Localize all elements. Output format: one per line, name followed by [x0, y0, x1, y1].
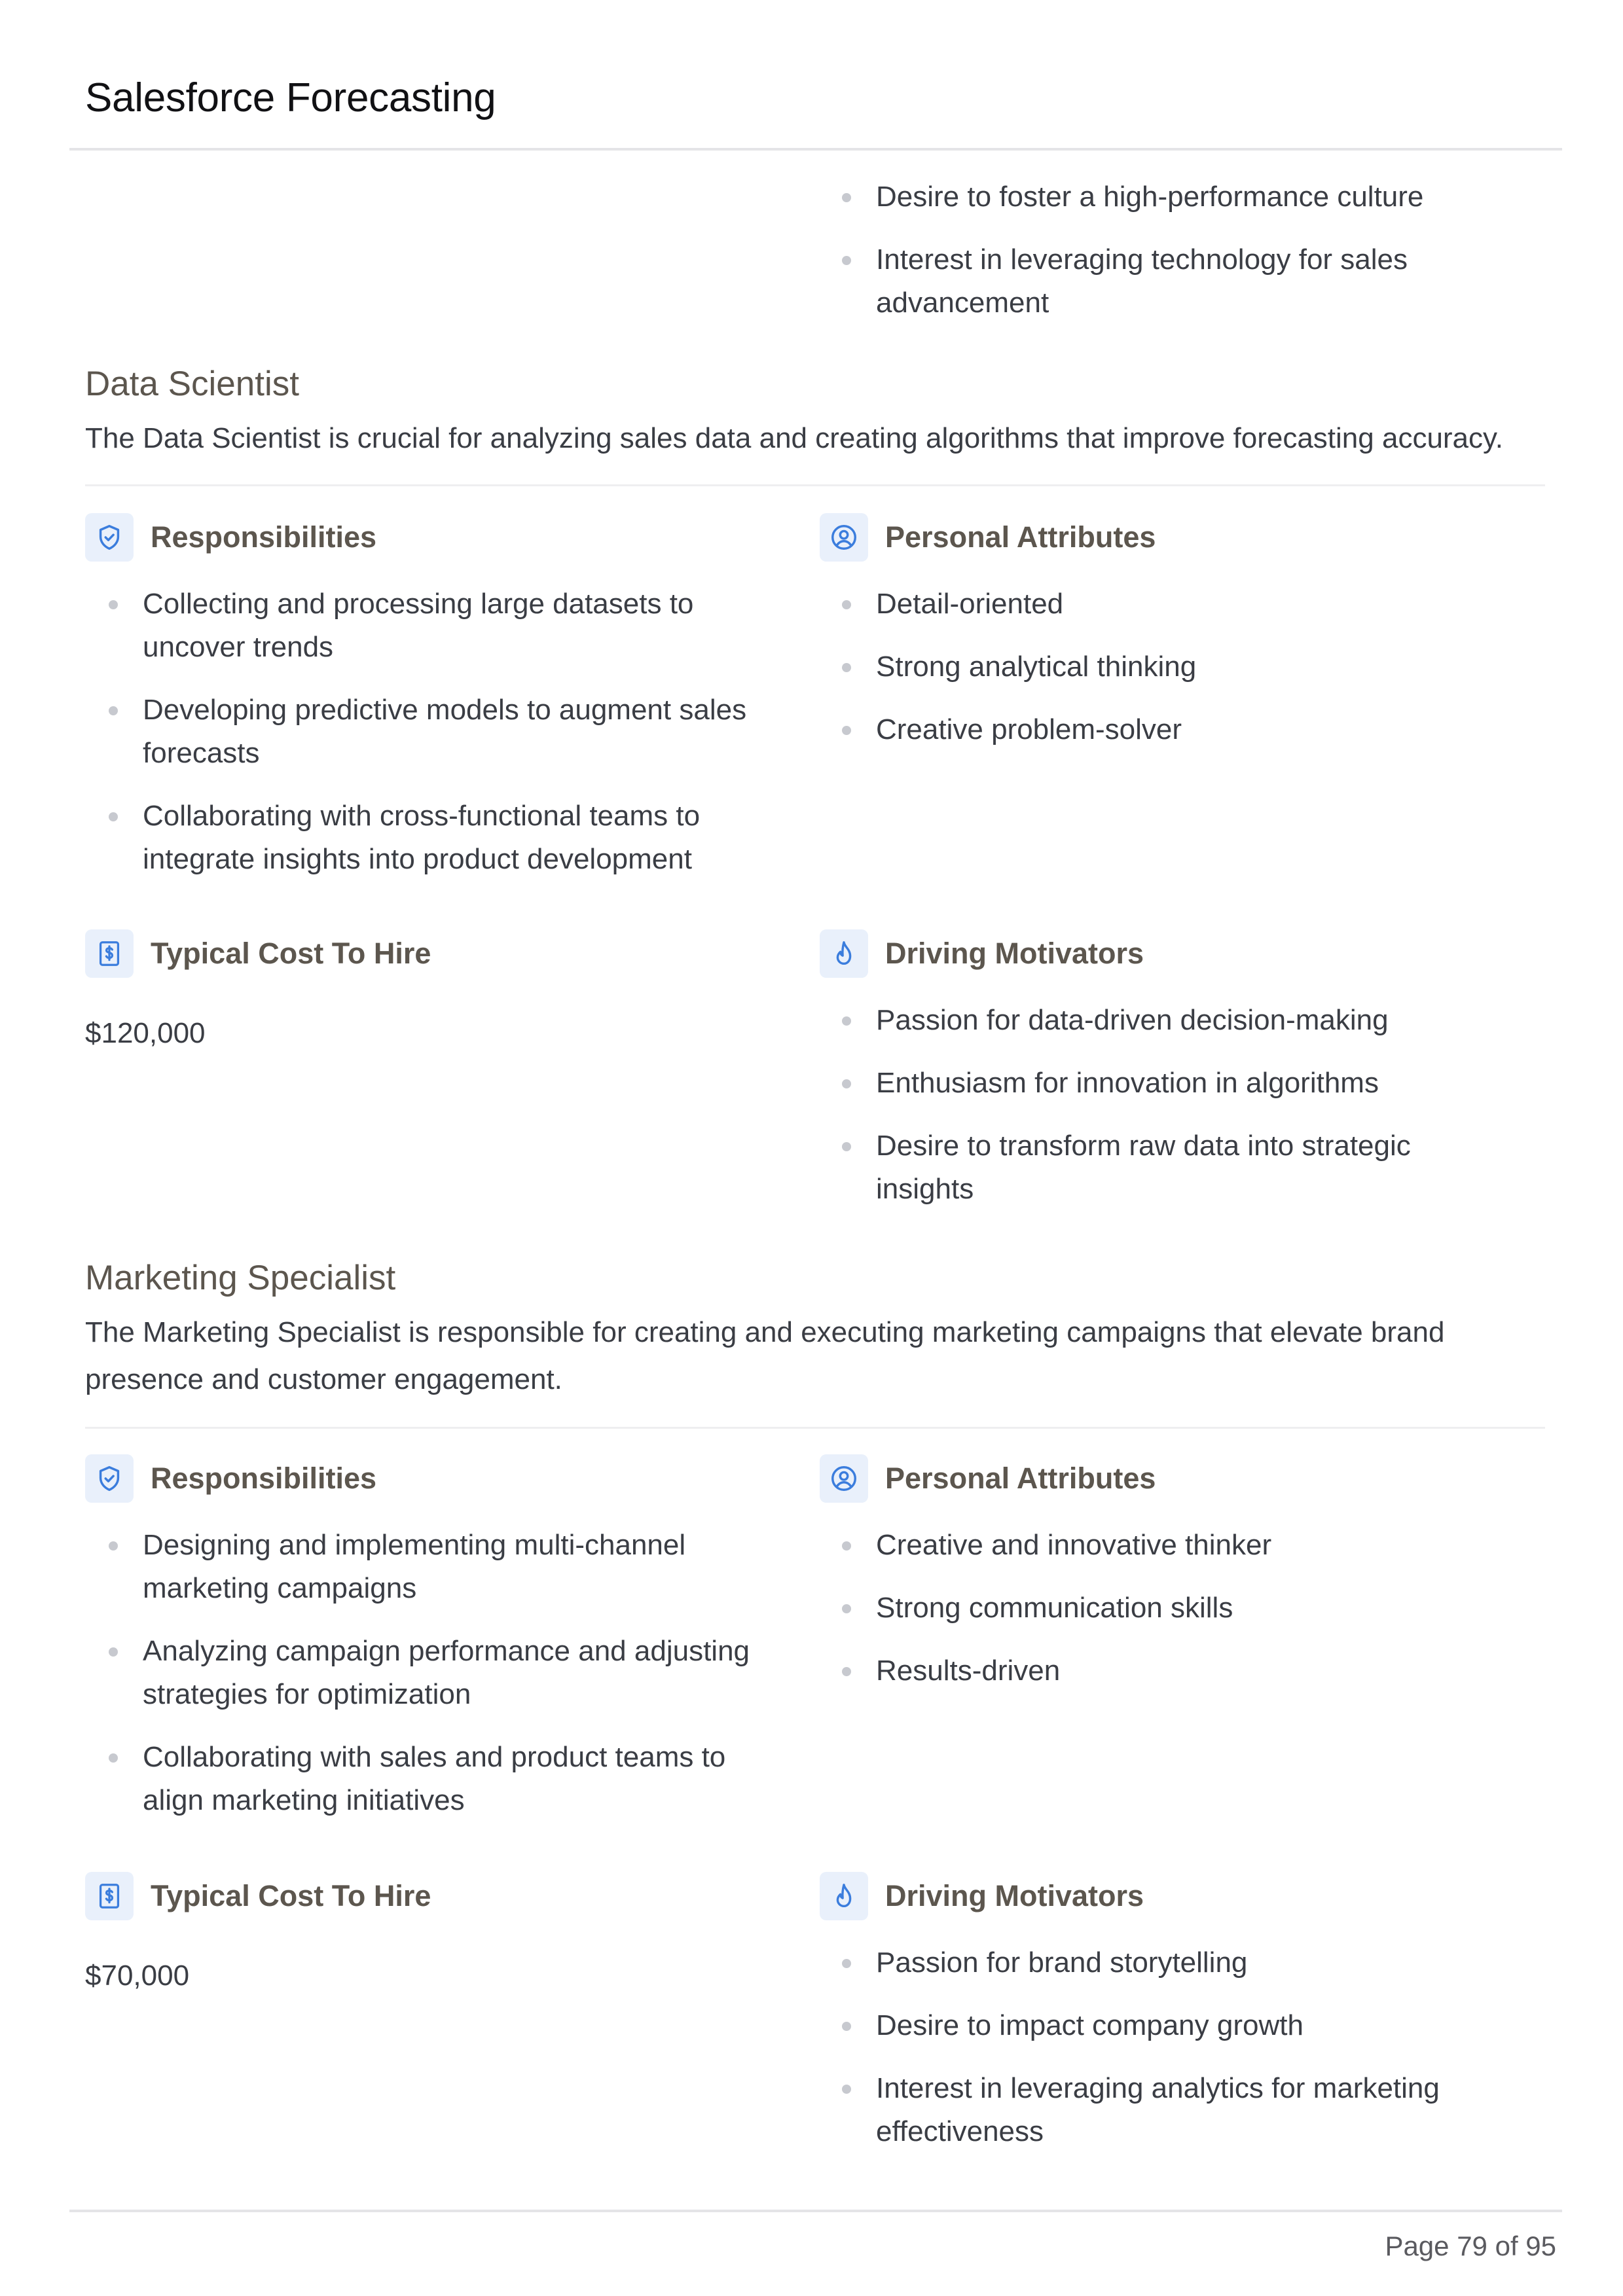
- shield-check-icon: [85, 1454, 134, 1503]
- list-item: Strong communication skills: [818, 1587, 1512, 1630]
- responsibilities-heading: [85, 1454, 376, 1503]
- dollar-bill-icon: [85, 929, 134, 978]
- personal-attributes-label: Personal Attributes: [885, 520, 1156, 554]
- list-item: Desire to transform raw data into strategic insights: [818, 1124, 1512, 1211]
- list-item: Collaborating with cross-functional teams to integrate insights into product development: [85, 795, 792, 881]
- document-title: Salesforce Forecasting: [85, 75, 496, 120]
- list-item: Passion for data-driven decision-making: [818, 999, 1512, 1042]
- footer-divider: [69, 2210, 1562, 2212]
- list-item: Creative problem-solver: [818, 708, 1512, 751]
- cost-to-hire-heading: [85, 1872, 431, 1920]
- flame-icon: [820, 929, 868, 978]
- list-item: Desire to foster a high-performance culture: [818, 175, 1512, 219]
- list-item: Designing and implementing multi-channel marketing campaigns: [85, 1524, 792, 1610]
- cost-to-hire-value: $70,000: [85, 1960, 190, 1992]
- divider: [85, 484, 1545, 486]
- list-item: Detail-oriented: [818, 583, 1512, 626]
- page-number: Page 79 of 95: [1385, 2231, 1556, 2261]
- driving-motivators-list: [818, 999, 1512, 1230]
- driving-motivators-heading: [820, 929, 1144, 978]
- driving-motivators-label: Driving Motivators: [885, 937, 1144, 970]
- dollar-bill-icon: [85, 1872, 134, 1920]
- role-description: The Marketing Specialist is responsible for creating and executing marketing campaigns that elevate brand presence and customer engagement.: [85, 1316, 1445, 1395]
- role-title: Data Scientist: [85, 365, 299, 403]
- personal-attributes-label: Personal Attributes: [885, 1462, 1156, 1495]
- responsibilities-label: Responsibilities: [151, 1462, 377, 1495]
- list-item: Results-driven: [818, 1649, 1512, 1693]
- flame-icon: [820, 1872, 868, 1920]
- shield-check-icon: [85, 513, 134, 562]
- responsibilities-label: Responsibilities: [151, 520, 377, 554]
- list-item: Interest in leveraging technology for sales advancement: [818, 238, 1512, 325]
- responsibilities-list: [85, 583, 792, 901]
- personal-attributes-heading: [820, 1454, 1156, 1503]
- list-item: Collaborating with sales and product teams to align marketing initiatives: [85, 1736, 792, 1822]
- list-item: Interest in leveraging analytics for marketing effectiveness: [818, 2067, 1512, 2153]
- continued-motivators-list: [818, 175, 1512, 344]
- responsibilities-list: [85, 1524, 792, 1842]
- personal-attributes-list: [818, 583, 1512, 771]
- divider: [85, 1427, 1545, 1429]
- cost-to-hire-label: Typical Cost To Hire: [151, 937, 431, 970]
- driving-motivators-list: [818, 1941, 1512, 2173]
- list-item: Collecting and processing large datasets to uncover trends: [85, 583, 792, 669]
- cost-to-hire-label: Typical Cost To Hire: [151, 1879, 431, 1912]
- driving-motivators-heading: [820, 1872, 1144, 1920]
- cost-to-hire-value: $120,000: [85, 1017, 206, 1049]
- responsibilities-heading: [85, 513, 376, 562]
- role-description: The Data Scientist is crucial for analyzing sales data and creating algorithms that improve forecasting accuracy.: [85, 422, 1503, 454]
- list-item: Analyzing campaign performance and adjusting strategies for optimization: [85, 1630, 792, 1716]
- list-item: Desire to impact company growth: [818, 2004, 1512, 2047]
- personal-attributes-list: [818, 1524, 1512, 1712]
- list-item: Passion for brand storytelling: [818, 1941, 1512, 1984]
- list-item: Enthusiasm for innovation in algorithms: [818, 1062, 1512, 1105]
- list-item: Developing predictive models to augment sales forecasts: [85, 689, 792, 775]
- role-title: Marketing Specialist: [85, 1259, 396, 1297]
- list-item: Creative and innovative thinker: [818, 1524, 1512, 1567]
- list-item: Strong analytical thinking: [818, 645, 1512, 689]
- user-circle-icon: [820, 513, 868, 562]
- driving-motivators-label: Driving Motivators: [885, 1879, 1144, 1912]
- user-circle-icon: [820, 1454, 868, 1503]
- page-header: [69, 58, 1562, 151]
- personal-attributes-heading: [820, 513, 1156, 562]
- cost-to-hire-heading: [85, 929, 431, 978]
